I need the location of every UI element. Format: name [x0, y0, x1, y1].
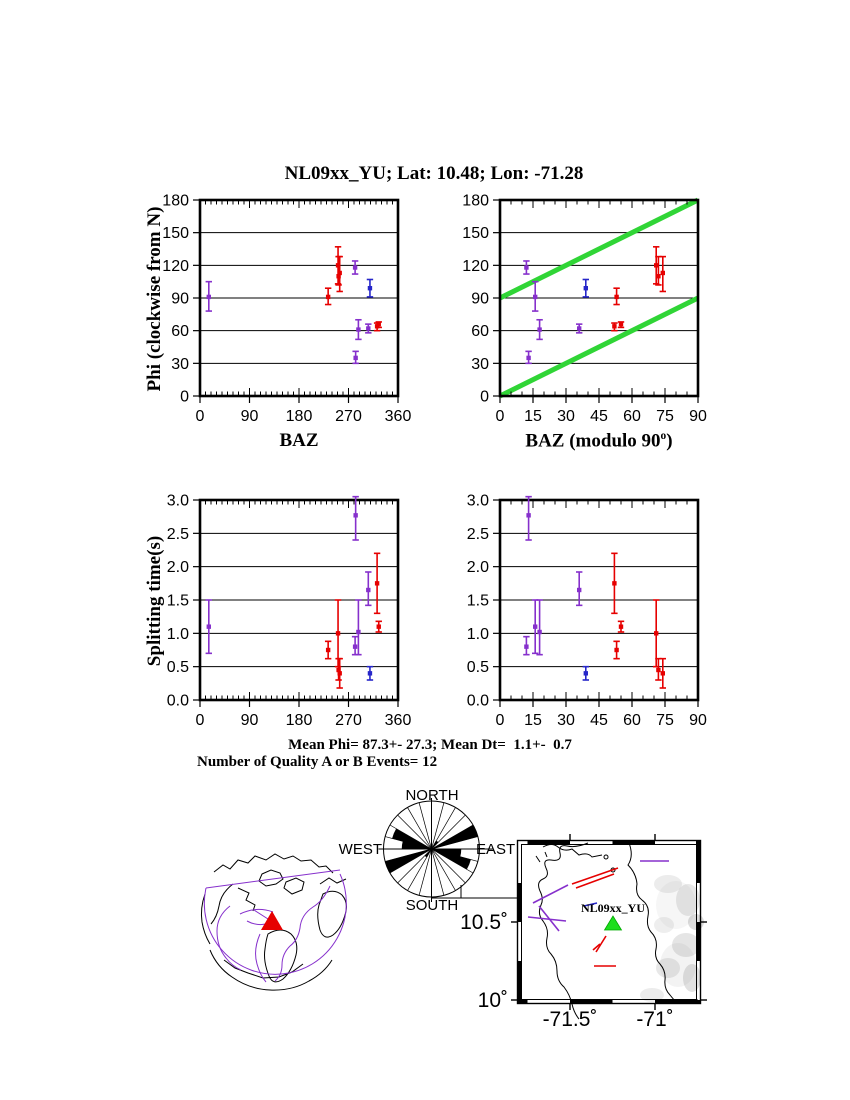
x-tick-label: 30: [557, 408, 575, 425]
y-tick-label: 120: [462, 257, 489, 275]
y-tick-label: 0: [480, 388, 489, 406]
data-point-red: [325, 641, 331, 658]
plot-phi-vs-baz: [162, 193, 411, 426]
data-point-purple: [523, 261, 529, 274]
globe-coastline: [211, 884, 233, 924]
data-point-red: [376, 621, 382, 632]
map-coastline: [539, 843, 588, 1019]
x-tick-label: 180: [285, 408, 313, 425]
y-tick-label: 2.0: [166, 559, 189, 577]
data-point-purple: [352, 351, 358, 363]
x-tick-label: 360: [384, 408, 412, 425]
data-point-purple: [523, 637, 529, 655]
y-tick-label: 3.0: [466, 492, 489, 510]
data-point-purple: [365, 324, 371, 333]
y-tick-label: 30: [471, 355, 489, 373]
data-point-red: [374, 553, 380, 613]
y-tick-label: 1.5: [166, 592, 189, 610]
data-point-red: [325, 288, 331, 304]
baz-mod90-axis-label-close: ): [666, 430, 673, 452]
data-point-purple: [536, 320, 542, 340]
y-tick-label: 0.0: [466, 692, 489, 710]
map-lat-label-10-5: 10.5˚: [460, 911, 508, 934]
map-coastline: [536, 852, 547, 862]
y-tick-label: 2.0: [466, 559, 489, 577]
phi-axis-label: Phi (clockwise from N): [144, 206, 165, 392]
map-lon-label-71-5: -71.5˚: [542, 1008, 598, 1031]
data-point-red: [613, 288, 619, 304]
x-tick-label: 15: [524, 408, 542, 425]
x-tick-label: 270: [335, 712, 362, 729]
map-station-triangle: [605, 916, 622, 930]
rose-spoke: [432, 849, 444, 895]
baz-axis-label: BAZ: [279, 430, 319, 451]
map-lon-label-71: -71˚: [636, 1008, 674, 1031]
data-point-red: [618, 322, 624, 327]
x-tick-label: 60: [623, 408, 641, 425]
data-point-purple: [206, 282, 212, 311]
y-tick-label: 0.0: [166, 692, 189, 710]
map-lat-label-10: 10˚: [477, 989, 508, 1012]
x-tick-label: 0: [195, 712, 205, 729]
data-point-purple: [352, 637, 358, 655]
data-point-red: [613, 641, 619, 658]
y-tick-label: 30: [171, 355, 189, 373]
x-tick-label: 0: [495, 408, 505, 425]
data-point-purple: [206, 600, 212, 653]
data-point-purple: [532, 282, 538, 311]
y-tick-label: 150: [462, 225, 489, 243]
x-tick-label: 75: [656, 712, 674, 729]
data-point-purple: [525, 351, 531, 363]
regional-map: [511, 834, 707, 1019]
globe-coastline: [238, 888, 255, 911]
plot-dt-vs-bazmod90: [467, 493, 707, 730]
data-point-blue: [367, 279, 373, 296]
x-tick-label: 360: [384, 712, 412, 729]
y-tick-label: 0.5: [466, 659, 489, 677]
baz-mod90-axis-label-base: BAZ (modulo 90: [525, 430, 661, 452]
degree-superscript: o: [660, 430, 667, 442]
rose-east-label: EAST: [476, 841, 516, 858]
data-point-purple: [576, 324, 582, 333]
data-point-blue: [367, 667, 373, 680]
x-tick-label: 0: [195, 408, 205, 425]
map-station-label: NL09xx_YU: [580, 901, 645, 915]
y-tick-label: 60: [171, 323, 189, 341]
y-tick-label: 2.5: [466, 525, 489, 543]
figure-title: NL09xx_YU; Lat: 10.48; Lon: -71.28: [284, 163, 584, 184]
splitting-time-axis-label: Splitting time(s): [144, 535, 165, 667]
y-tick-label: 60: [471, 323, 489, 341]
rose-spoke: [419, 803, 431, 849]
plot-phi-vs-bazmod90: [462, 193, 707, 426]
splitting-vector-red: [596, 936, 606, 952]
map-island: [604, 855, 608, 859]
y-tick-label: 0: [180, 388, 189, 406]
y-tick-label: 150: [162, 225, 189, 243]
x-tick-label: 45: [590, 408, 608, 425]
x-tick-label: 0: [495, 712, 505, 729]
x-tick-label: 60: [623, 712, 641, 729]
data-point-red: [660, 659, 666, 688]
globe-coastline: [318, 891, 347, 937]
globe-coastline: [284, 878, 304, 894]
rose-west-label: WEST: [338, 841, 382, 858]
y-tick-label: 180: [462, 192, 489, 210]
x-tick-label: 45: [590, 712, 608, 729]
data-point-red: [611, 553, 617, 613]
mean-summary-text: Mean Phi= 87.3+- 27.3; Mean Dt= 1.1+- 0.7: [288, 737, 572, 753]
rose-south-label: SOUTH: [405, 897, 459, 914]
data-point-purple: [532, 600, 538, 653]
green-reference-line: [500, 298, 698, 396]
x-tick-label: 90: [240, 712, 259, 729]
y-tick-label: 3.0: [166, 492, 189, 510]
y-tick-label: 180: [162, 192, 189, 210]
x-tick-label: 90: [689, 408, 707, 425]
y-tick-label: 90: [171, 290, 189, 308]
x-tick-label: 30: [557, 712, 575, 729]
globe-plate-boundary: [206, 870, 340, 888]
y-tick-label: 90: [471, 290, 489, 308]
data-point-purple: [352, 261, 358, 274]
x-tick-label: 90: [689, 712, 707, 729]
event-count-text: Number of Quality A or B Events= 12: [197, 754, 438, 770]
green-reference-line: [500, 200, 698, 298]
x-tick-label: 15: [524, 712, 542, 729]
data-point-blue: [583, 667, 589, 680]
baz-mod90-axis-label: [500, 430, 698, 452]
x-tick-label: 75: [656, 408, 674, 425]
rose-north-label: NORTH: [405, 787, 459, 804]
relief-shading: [656, 881, 696, 929]
globe-map: [201, 854, 346, 990]
x-tick-label: 180: [285, 712, 313, 729]
x-tick-label: 270: [335, 408, 362, 425]
splitting-vector-purple: [533, 885, 568, 903]
splitting-vector-purple: [528, 917, 566, 921]
globe-station-triangle: [261, 911, 283, 930]
data-point-purple: [355, 320, 361, 340]
y-tick-label: 120: [162, 257, 189, 275]
data-point-red: [611, 323, 617, 331]
y-tick-label: 1.0: [166, 625, 189, 643]
x-tick-label: 90: [240, 408, 259, 425]
y-tick-label: 0.5: [166, 659, 189, 677]
y-tick-label: 2.5: [166, 525, 189, 543]
data-point-red: [618, 621, 624, 632]
y-tick-label: 1.0: [466, 625, 489, 643]
globe-coastline: [214, 854, 333, 873]
data-point-red: [335, 659, 341, 680]
globe-plate-boundary: [217, 906, 241, 970]
data-point-blue: [583, 279, 589, 296]
y-tick-label: 1.5: [466, 592, 489, 610]
plot-dt-vs-baz: [167, 493, 412, 730]
